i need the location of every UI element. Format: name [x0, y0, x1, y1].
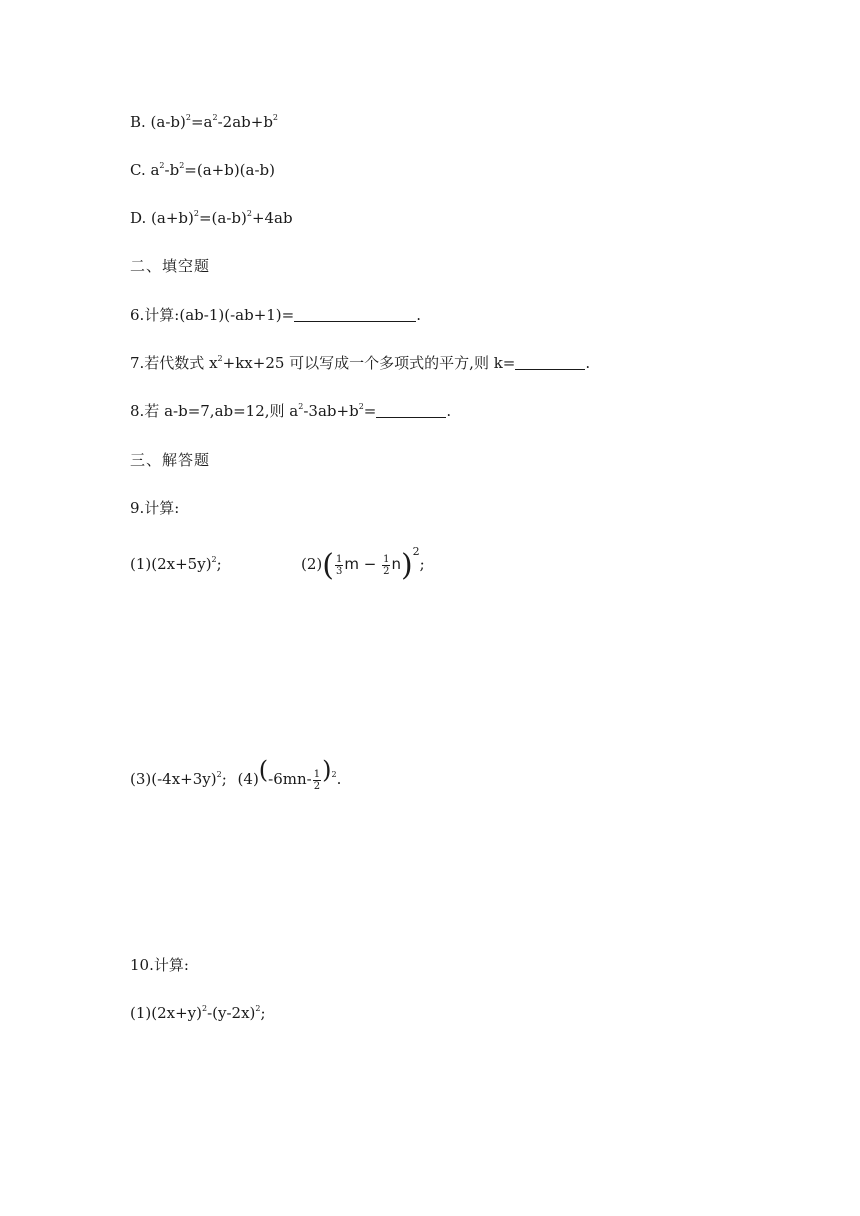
answer-blank-7[interactable]: [515, 355, 585, 370]
question-10-title: 10.计算:: [130, 956, 189, 974]
fraction-one-half-2: $\frac{1}{2}$: [313, 768, 321, 792]
question-7: 7.若代数式 $x^2+kx+25$ 可以写成一个多项式的平方,则 k= .: [130, 354, 591, 372]
question-9-part-2: (2)( $\frac{1}{3}$ m − $\frac{1}{2}$ n)$^2$;: [301, 545, 425, 583]
section-solve-title: 三、解答题: [130, 451, 211, 469]
question-9-title: 9.计算:: [130, 499, 180, 517]
fraction-one-third: $\frac{1}{3}$: [335, 553, 343, 577]
question-6: 6.计算:(ab-1)(-ab+1)= .: [130, 306, 422, 324]
option-c: C. $a^2-b^2=(a+b)(a-b)$: [130, 161, 275, 179]
fraction-one-half: $\frac{1}{2}$: [383, 553, 390, 577]
option-d: D. $(a+b)^2=(a-b)^2+4ab$: [130, 209, 293, 227]
question-10-part-1: $(1)(2x+y)^2-(y-2x)^2$;: [130, 1004, 266, 1022]
section-fill-in-title: 二、填空题: [130, 257, 211, 275]
option-b: B. $(a-b)^2=a^2-2ab+b^2$: [130, 113, 279, 131]
answer-blank-8[interactable]: [376, 403, 446, 418]
question-9-part-3: $(3)(-4x+3y)^2$;: [130, 770, 227, 788]
question-9-part-4: (4)(-6mn- $\frac{1}{2}$ )$^2$.: [237, 756, 342, 792]
answer-blank-6[interactable]: [294, 307, 416, 322]
question-9-part-3-4: [130, 756, 342, 792]
question-9-part-1: $(1)(2x+5y)^2$;: [130, 555, 222, 573]
question-8: 8.若 a-b=7,ab=12,则 $a^2-3ab+b^2=$ .: [130, 402, 452, 420]
